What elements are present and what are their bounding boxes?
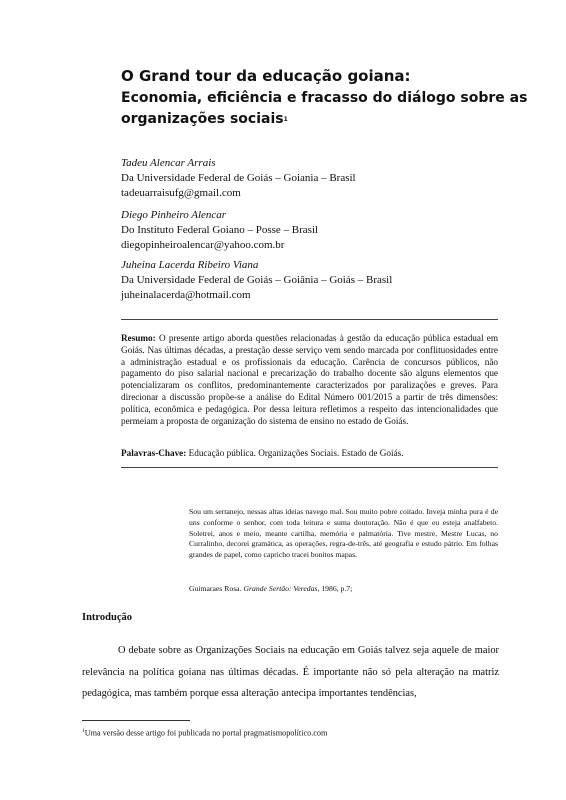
divider xyxy=(121,319,498,320)
author-email: diegopinheiroalencar@yahoo.com.br xyxy=(121,239,285,251)
author-block xyxy=(121,258,521,303)
keywords-label: Palavras-Chave: xyxy=(121,448,187,458)
divider xyxy=(121,467,498,468)
author-name: Tadeu Alencar Arrais xyxy=(121,157,216,169)
epigraph-author: Guimaraes Rosa. xyxy=(189,584,242,593)
footnote xyxy=(82,726,327,739)
epigraph-quote: Sou um sertanejo, nessas altas ideias navego mal. Sou muito pobre coitado. Inveja minha pura é de uns conforme o senhor, com toda leitura e suma doutoração. Não é que eu esteja analfabeto. Soletrei, anos e meio, meante cartilha, memória e palmatória. Tive mestre, Mestre Lucas, no Curralinho, decorei gramática, as operações, regra-de-três, até geografia e estudo pátrio. Em folhas grandes de papel, como capricho tracei bonitos mapas. xyxy=(189,507,498,560)
author-email: tadeuarraisufg@gmail.com xyxy=(121,187,241,199)
footnote-number: 1 xyxy=(82,728,85,734)
author-block xyxy=(121,208,521,253)
footnote-marker: 1 xyxy=(283,116,288,123)
article-subtitle xyxy=(121,88,541,130)
author-affiliation: Da Universidade Federal de Goiás – Goiânia – Goiás – Brasil xyxy=(121,274,393,286)
keywords xyxy=(121,447,498,459)
epigraph-work: Grande Sertão: Veredas xyxy=(243,584,318,593)
author-name: Diego Pinheiro Alencar xyxy=(121,209,227,221)
article-title: O Grand tour da educação goiana: xyxy=(121,67,411,85)
epigraph-details: , 1986, p.7; xyxy=(317,584,353,593)
section-heading: Introdução xyxy=(82,612,132,623)
author-name: Juheina Lacerda Ribeiro Viana xyxy=(121,259,259,271)
footnote-text: Uma versão desse artigo foi publicada no portal pragmatismopolítico.com xyxy=(84,728,328,738)
body-paragraph: O debate sobre as Organizações Sociais na educação em Goiás talvez seja aquele de maior relevância na política goiana nas últimas décadas. É importante não só pela alteração na matriz pedagógica, mas também porque essa alteração antecipa importantes tendências, xyxy=(82,645,499,699)
footnote-divider xyxy=(82,720,190,721)
abstract-text: O presente artigo aborda questões relacionadas à gestão da educação pública estadual em Goiás. Nas últimas décadas, a prestação desse serviço vem sendo marcada por conflituosidades entre a administração estadual e os profissionais da educação. Carência de concursos públicos, não pagamento do piso salarial nacional e precarização do trabalho docente são alguns elementos que potencializaram os conflitos, predominantemente caracterizados por paralizações e greves. Para direcionar a discussão propõe-se a análise do Edital Número 001/2015 a partir de três dimensões: política, econômica e pedagógica. Por dessa leitura refletimos a respeito das intencionalidades que permeiam a proposta de organização do sistema de ensino no estado de Goiás. xyxy=(121,333,499,426)
abstract-label: Resumo: xyxy=(121,333,156,343)
author-email: juheinalacerda@hotmail.com xyxy=(121,289,251,301)
epigraph-source xyxy=(189,584,498,594)
abstract xyxy=(121,333,498,427)
author-affiliation: Da Universidade Federal de Goiás – Goiania – Brasil xyxy=(121,172,356,184)
author-block xyxy=(121,156,521,201)
keywords-text: Educação pública. Organizações Sociais. Estado de Goiás. xyxy=(188,448,404,458)
author-affiliation: Do Instituto Federal Goiano – Posse – Brasil xyxy=(121,224,319,236)
subtitle-text: Economia, eficiência e fracasso do diálogo sobre as organizações sociais xyxy=(121,90,528,127)
